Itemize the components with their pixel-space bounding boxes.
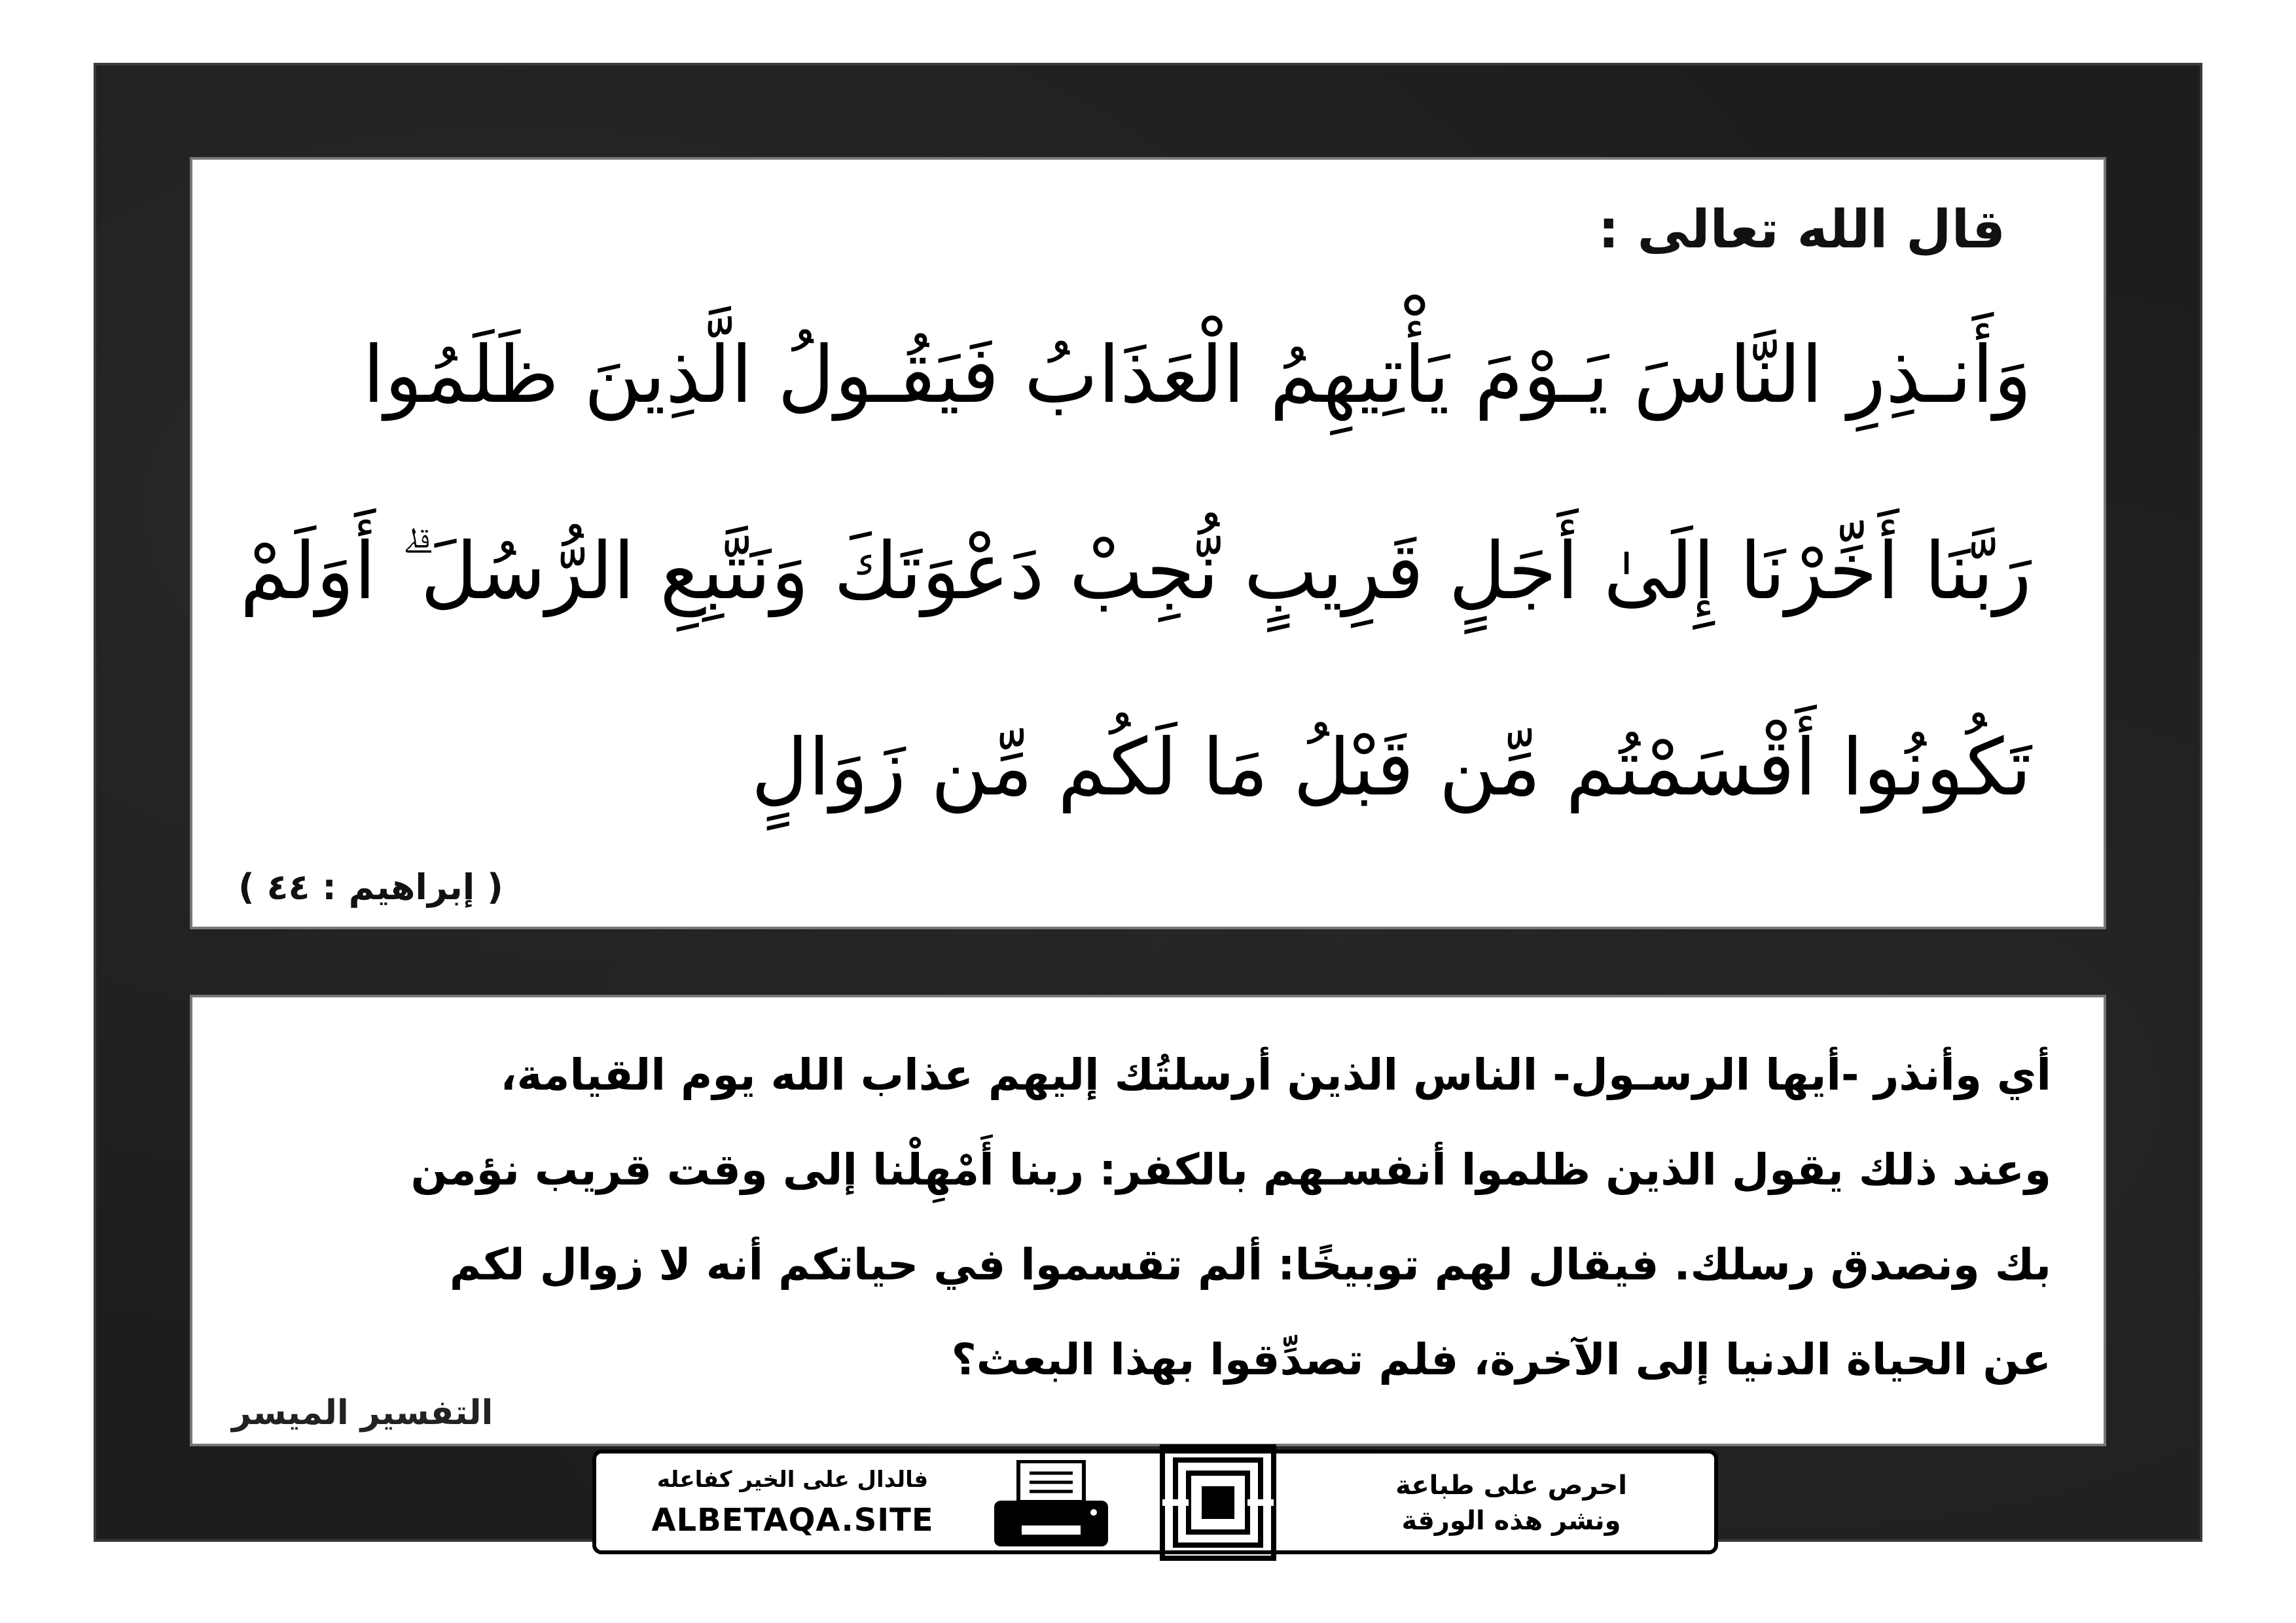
footer-bar	[592, 1450, 1718, 1554]
printer-icon	[989, 1460, 1113, 1552]
verse-line-1: وَأَنـذِرِ النَّاسَ يَـوْمَ يَأْتِيهِمُ الْعَذَابُ فَيَقُـولُ الَّذِينَ ظَلَمُوا	[363, 330, 2032, 421]
verse-intro: قال الله تعالى :	[1598, 199, 2005, 260]
print-note-line-2: ونشر هذه الورقة	[1401, 1506, 1621, 1536]
tafsir-source: التفسير الميسر	[232, 1393, 493, 1433]
tafsir-panel	[190, 995, 2106, 1446]
tafsir-line-3: بك ونصدق رسلك. فيقال لهم توبيخًا: ألم تقسموا في حياتكم أنه لا زوال لكم	[449, 1240, 2051, 1290]
footer-site-link[interactable]: ALBETAQA.SITE	[651, 1502, 934, 1539]
footer-print-note	[1348, 1468, 1675, 1539]
footer-slogan: فالدال على الخير كفاعله	[656, 1467, 929, 1493]
verse-line-2: رَبَّنَا أَخِّرْنَا إِلَىٰ أَجَلٍ قَرِيبٍ نُّجِبْ دَعْوَتَكَ وَنَتَّبِعِ الرُّسُلَ ۗ أَوَلَمْ	[240, 526, 2032, 617]
verse-reference: ( إبراهيم : ٤٤ )	[238, 866, 503, 908]
tafsir-line-2: وعند ذلك يقول الذين ظلموا أنفسـهم بالكفر: ربنا أَمْهِلْنا إلى وقت قريب نؤمن	[410, 1145, 2051, 1195]
footer-site-block	[642, 1467, 943, 1539]
verse-line-3: تَكُونُوا أَقْسَمْتُم مِّن قَبْلُ مَا لَكُم مِّن زَوَالٍ	[751, 722, 2032, 813]
tafsir-line-4: عن الحياة الدنيا إلى الآخرة، فلم تصدِّقوا بهذا البعث؟	[951, 1334, 2051, 1385]
dawah-waraqa-logo	[1156, 1440, 1280, 1565]
tafsir-line-1: أي وأنذر -أيها الرسـول- الناس الذين أرسلتُك إليهم عذاب الله يوم القيامة،	[500, 1050, 2051, 1100]
verse-panel	[190, 157, 2106, 929]
print-note-line-1: احرص على طباعة	[1395, 1471, 1627, 1501]
